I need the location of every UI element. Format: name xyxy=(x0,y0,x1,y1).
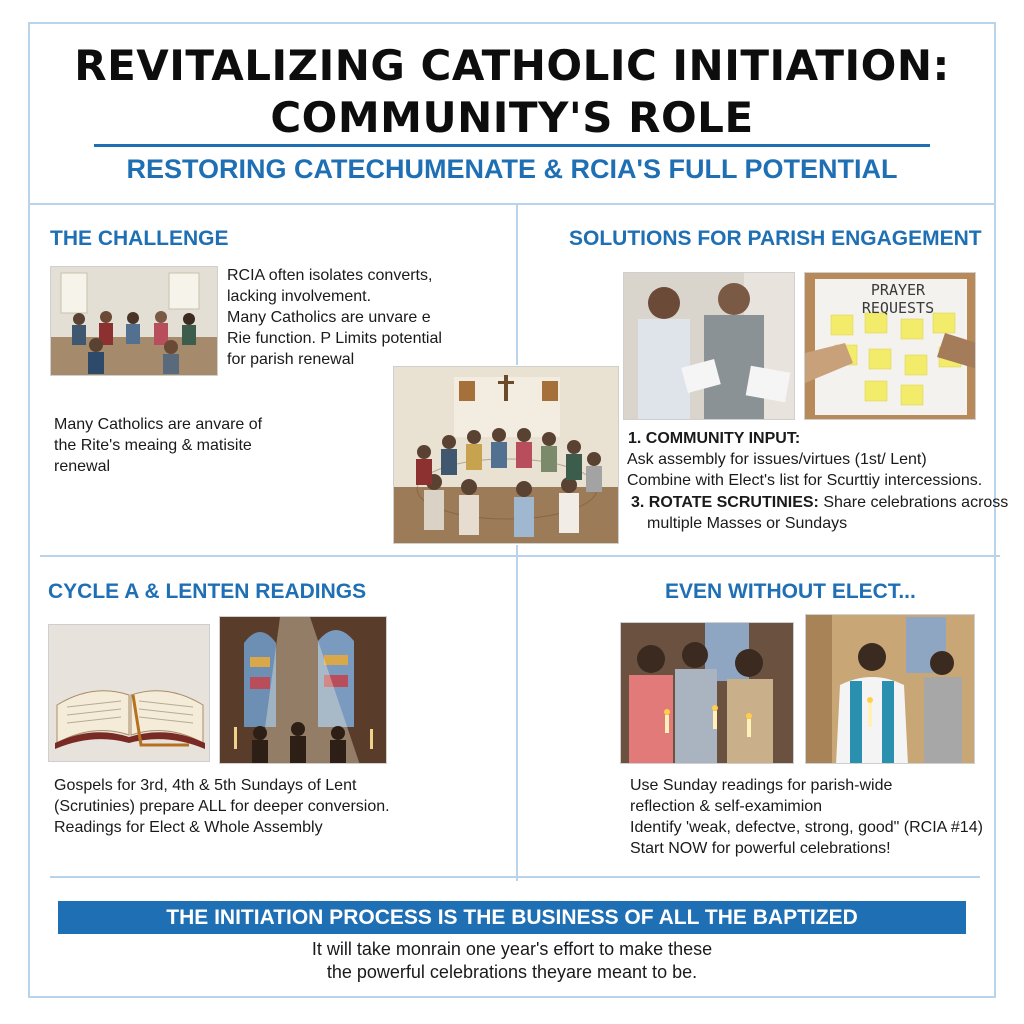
section-divider-top xyxy=(28,203,996,205)
column-divider-upper xyxy=(516,205,518,365)
stained-glass-photo xyxy=(219,616,387,764)
challenge-note-line-1: Many Catholics are anvare of xyxy=(54,416,263,433)
without-elect-heading: EVEN WITHOUT ELECT... xyxy=(665,580,916,603)
challenge-note-line-2: the Rite's meaing & matisite xyxy=(54,437,252,454)
candle-group-photo xyxy=(620,622,794,764)
solution-item-1-line-1: Ask assembly for issues/virtues (1st/ Lent) xyxy=(627,451,927,468)
title-line-1: REVITALIZING CATHOLIC INITIATION: xyxy=(74,41,950,90)
challenge-line-4: Rie function. P Limits potential xyxy=(227,330,442,347)
discussion-photo xyxy=(623,272,795,420)
solution-item-1-label: 1. COMMUNITY INPUT: xyxy=(628,430,801,447)
challenge-note xyxy=(54,414,262,477)
without-elect-line-1: Use Sunday readings for parish-wide xyxy=(630,777,893,794)
closing-line-2: the powerful celebrations theyare meant to be. xyxy=(326,962,698,982)
without-elect-text xyxy=(630,775,983,859)
solution-item-3 xyxy=(631,492,1008,513)
circle-of-prayer-photo xyxy=(393,366,619,544)
cycle-text xyxy=(54,775,390,838)
solutions-heading: SOLUTIONS FOR PARISH ENGAGEMENT xyxy=(569,227,982,250)
open-bible-photo xyxy=(48,624,210,762)
title-line-2: COMMUNITY'S ROLE xyxy=(270,93,754,142)
prayer-requests-board-photo xyxy=(804,272,976,420)
cycle-heading: CYCLE A & LENTEN READINGS xyxy=(48,580,367,603)
title-underline xyxy=(94,144,930,147)
solution-item-3-line-2: multiple Masses or Sundays xyxy=(647,515,848,532)
footer-banner: THE INITIATION PROCESS IS THE BUSINESS OF ALL THE BAPTIZED xyxy=(58,901,966,934)
cycle-line-1: Gospels for 3rd, 4th & 5th Sundays of Lent xyxy=(54,777,357,794)
solution-item-3-label: 3. ROTATE SCRUTINIES: xyxy=(631,494,819,511)
section-divider-bottom xyxy=(50,876,980,878)
without-elect-line-4: Start NOW for powerful celebrations! xyxy=(630,840,891,857)
challenge-line-3: Many Catholics are unvare e xyxy=(227,309,431,326)
cycle-line-3: Readings for Elect & Whole Assembly xyxy=(54,819,323,836)
solution-item-3-text: Share celebrations across xyxy=(823,494,1009,511)
without-elect-line-3: Identify 'weak, defectve, strong, good" (RCIA #14) xyxy=(630,819,983,836)
page-title xyxy=(0,40,1024,144)
challenge-heading: THE CHALLENGE xyxy=(50,227,229,250)
page-subtitle: RESTORING CATECHUMENATE & RCIA'S FULL POTENTIAL xyxy=(126,154,898,184)
challenge-line-2: lacking involvement. xyxy=(227,288,372,305)
board-label: PRAYER REQUESTS xyxy=(861,281,935,317)
cycle-line-2: (Scrutinies) prepare ALL for deeper conversion. xyxy=(54,798,390,815)
section-divider-middle xyxy=(40,555,1000,557)
closing-line-1: It will take monrain one year's effort to make these xyxy=(311,939,713,959)
column-divider-lower xyxy=(516,545,518,881)
challenge-line-1: RCIA often isolates converts, xyxy=(227,267,433,284)
challenge-note-line-3: renewal xyxy=(54,458,111,475)
challenge-text xyxy=(227,265,442,370)
solution-item-1 xyxy=(628,428,800,449)
support-group-photo xyxy=(50,266,218,376)
solution-item-1-text xyxy=(627,449,982,491)
priest-photo xyxy=(805,614,975,764)
solution-item-1-line-2: Combine with Elect's list for Scurttiy intercessions. xyxy=(627,472,983,489)
challenge-line-5: for parish renewal xyxy=(227,351,355,368)
without-elect-line-2: reflection & self-examimion xyxy=(630,798,823,815)
